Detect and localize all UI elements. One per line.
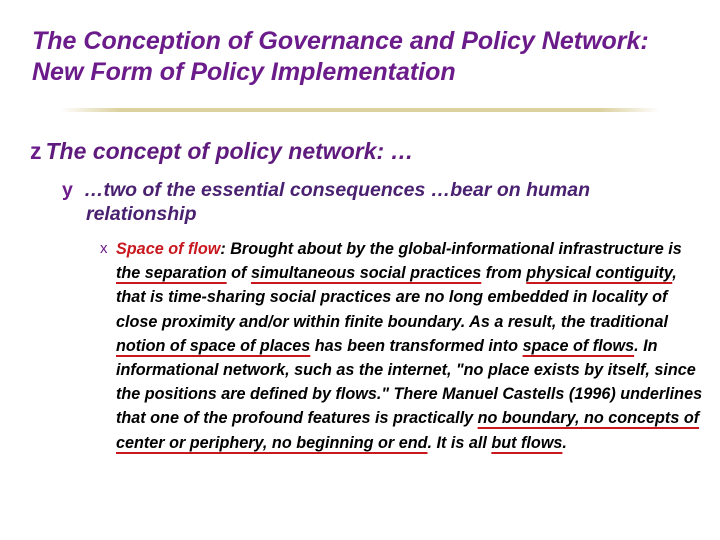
bullet-level1-text: The concept of policy network: … xyxy=(45,138,414,164)
text-segment: : Brought about by the global-informational infrastructure is xyxy=(220,240,682,258)
term-space-of-flow: Space of flow xyxy=(116,240,221,258)
underlined-phrase: space of flows xyxy=(522,336,635,355)
underlined-phrase: the separation xyxy=(116,264,227,283)
text-segment: . In informational network, such as the internet, "no place exists by itself, since the positions are defined by flows." There Manuel Castells (1996) underlines that one of the profound features is practically xyxy=(116,336,703,428)
bullet-y-icon: y xyxy=(62,179,73,201)
text-segment: has been transformed into xyxy=(310,336,523,355)
title-divider xyxy=(60,108,660,112)
text-segment: of xyxy=(226,264,251,283)
underlined-phrase: notion of space of places xyxy=(116,336,311,355)
underlined-phrase: no boundary, no concepts of center or periphery, no beginning or end xyxy=(116,409,700,452)
underlined-phrase: physical contiguity xyxy=(526,264,673,283)
bullet-z-icon: z xyxy=(30,138,42,164)
bullet-level3-paragraph xyxy=(116,237,706,455)
text-segment: , that is time-sharing social practices are no long embedded in locality of close proximity and/or within finite boundary. As a result, the traditional xyxy=(116,264,677,331)
bullet-x-icon: x xyxy=(100,240,108,257)
bullet-level2-text: …two of the essential consequences …bear on human relationship xyxy=(84,179,591,225)
bullet-level2 xyxy=(62,178,686,226)
text-segment: . xyxy=(562,433,567,452)
underlined-phrase: but flows xyxy=(491,433,563,452)
underlined-phrase: simultaneous social practices xyxy=(250,264,482,283)
bullet-level1 xyxy=(30,138,414,165)
slide-title: The Conception of Governance and Policy Network: New Form of Policy Implementation xyxy=(32,27,649,86)
text-segment: . It is all xyxy=(427,433,492,452)
text-segment: from xyxy=(481,264,527,283)
